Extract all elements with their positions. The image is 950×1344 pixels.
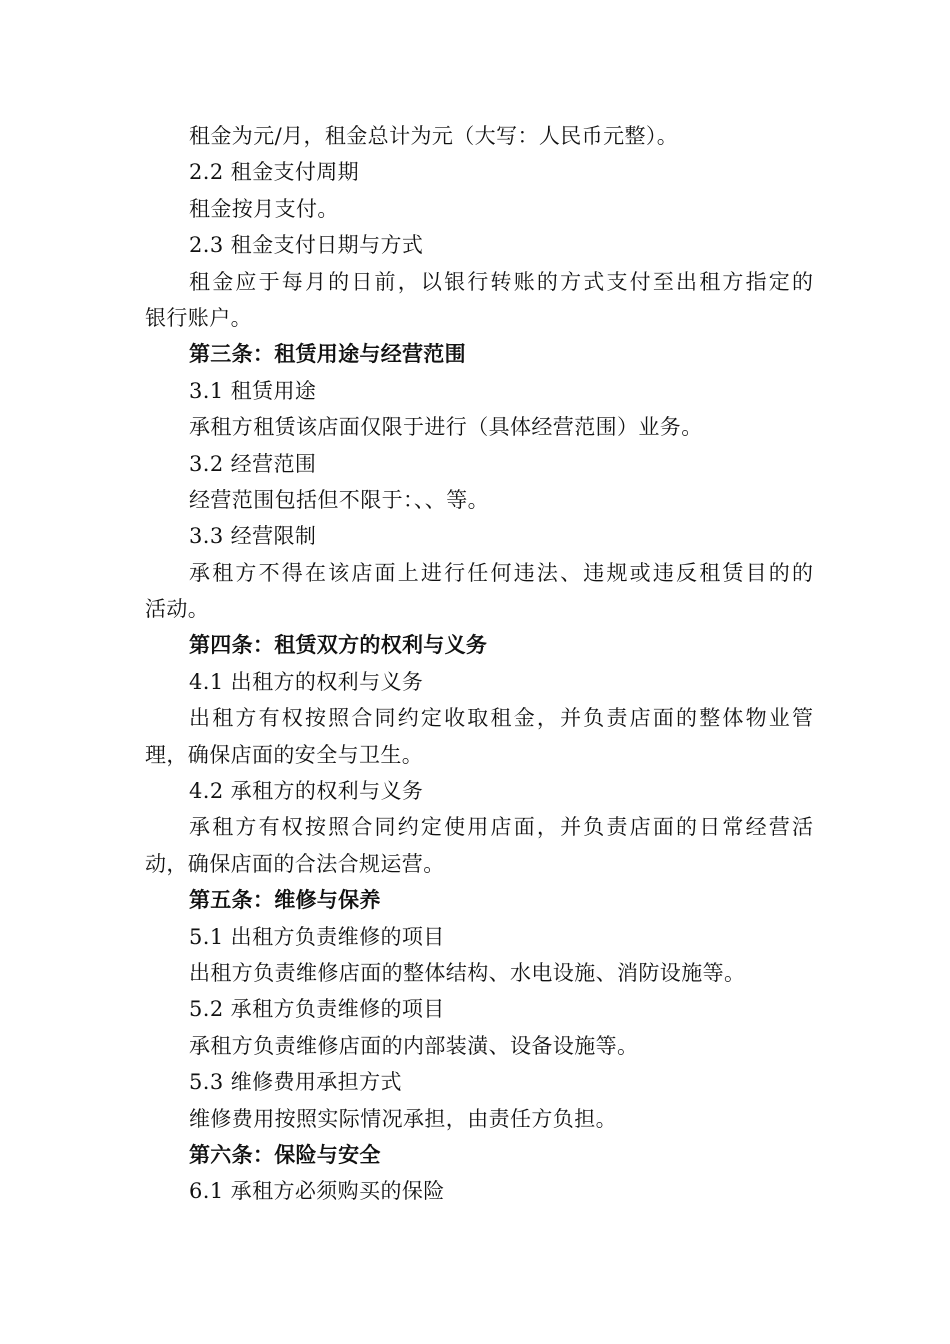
document-body <box>145 118 813 1210</box>
subsection-3-3-title: 3.3 经营限制 <box>189 524 317 549</box>
business-restriction-text-cont: 活动。 <box>145 597 210 622</box>
business-restriction-text: 承租方不得在该店面上进行任何违法、违规或违反租赁目的的 <box>189 560 813 585</box>
subsection-3-1-title: 3.1 租赁用途 <box>189 378 317 403</box>
subsection-4-2-title: 4.2 承租方的权利与义务 <box>189 779 424 804</box>
article-3-heading: 第三条：租赁用途与经营范围 <box>189 342 466 367</box>
lessor-rights-text-cont: 理，确保店面的安全与卫生。 <box>145 742 424 767</box>
lessee-rights-text-cont: 动，确保店面的合法合规运营。 <box>145 851 445 876</box>
article-4-heading: 第四条：租赁双方的权利与义务 <box>189 633 488 658</box>
subsection-2-2-title: 2.2 租金支付周期 <box>189 160 360 185</box>
subsection-5-1-title: 5.1 出租方负责维修的项目 <box>189 924 445 949</box>
subsection-4-1-title: 4.1 出租方的权利与义务 <box>189 669 424 694</box>
rent-cycle-text: 租金按月支付。 <box>189 196 339 221</box>
business-scope-text: 经营范围包括但不限于：、、等。 <box>189 487 489 512</box>
subsection-6-1-title: 6.1 承租方必须购买的保险 <box>189 1179 445 1204</box>
lessee-rights-text: 承租方有权按照合同约定使用店面，并负责店面的日常经营活 <box>189 815 813 840</box>
lessor-repair-text: 出租方负责维修店面的整体结构、水电设施、消防设施等。 <box>189 960 746 985</box>
lessee-repair-text: 承租方负责维修店面的内部装潢、设备设施等。 <box>189 1033 639 1058</box>
rent-payment-text-cont: 银行账户。 <box>145 305 252 330</box>
lease-purpose-text: 承租方租赁该店面仅限于进行（具体经营范围）业务。 <box>189 415 703 440</box>
article-5-heading: 第五条：维修与保养 <box>189 888 381 913</box>
rent-amount-text: 租金为元/月，租金总计为元（大写：人民币元整）。 <box>189 124 679 148</box>
repair-cost-text: 维修费用按照实际情况承担，由责任方负担。 <box>189 1106 617 1131</box>
subsection-5-2-title: 5.2 承租方负责维修的项目 <box>189 997 445 1022</box>
subsection-3-2-title: 3.2 经营范围 <box>189 451 317 476</box>
subsection-2-3-title: 2.3 租金支付日期与方式 <box>189 233 424 258</box>
subsection-5-3-title: 5.3 维修费用承担方式 <box>189 1070 402 1095</box>
rent-payment-text: 租金应于每月的日前，以银行转账的方式支付至出租方指定的 <box>189 269 813 294</box>
lessor-rights-text: 出租方有权按照合同约定收取租金，并负责店面的整体物业管 <box>189 706 813 731</box>
article-6-heading: 第六条：保险与安全 <box>189 1142 381 1167</box>
